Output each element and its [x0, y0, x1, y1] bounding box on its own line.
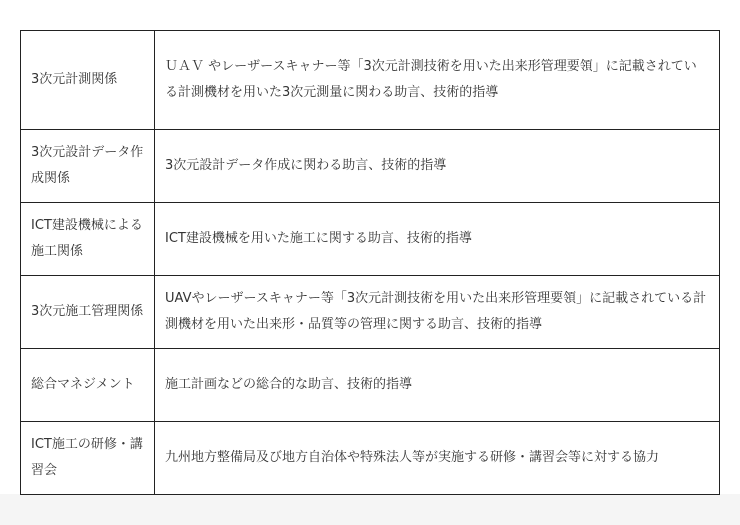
table-row — [21, 203, 720, 276]
table-row — [21, 349, 720, 422]
table-row — [21, 422, 720, 495]
table-row — [21, 130, 720, 203]
support-services-table — [20, 30, 720, 495]
table-row — [21, 276, 720, 349]
category-cell: 総合マネジメント — [21, 349, 155, 422]
description-cell: 3次元設計データ作成に関わる助言、技術的指導 — [155, 130, 720, 203]
description-cell: 九州地方整備局及び地方自治体や特殊法人等が実施する研修・講習会等に対する協力 — [155, 422, 720, 495]
description-cell: ＵＡＶ やレーザースキャナー等「3次元計測技術を用いた出来形管理要領」に記載されている計測機材を用いた3次元測量に関わる助言、技術的指導 — [155, 31, 720, 130]
category-cell: ICT建設機械による施工関係 — [21, 203, 155, 276]
category-cell: ICT施工の研修・講習会 — [21, 422, 155, 495]
description-cell: UAVやレーザースキャナー等「3次元計測技術を用いた出来形管理要領」に記載されている計測機材を用いた出来形・品質等の管理に関する助言、技術的指導 — [155, 276, 720, 349]
category-cell: 3次元設計データ作成関係 — [21, 130, 155, 203]
category-cell: 3次元計測関係 — [21, 31, 155, 130]
category-cell: 3次元施工管理関係 — [21, 276, 155, 349]
description-cell: ICT建設機械を用いた施工に関する助言、技術的指導 — [155, 203, 720, 276]
description-cell: 施工計画などの総合的な助言、技術的指導 — [155, 349, 720, 422]
table-row — [21, 31, 720, 130]
